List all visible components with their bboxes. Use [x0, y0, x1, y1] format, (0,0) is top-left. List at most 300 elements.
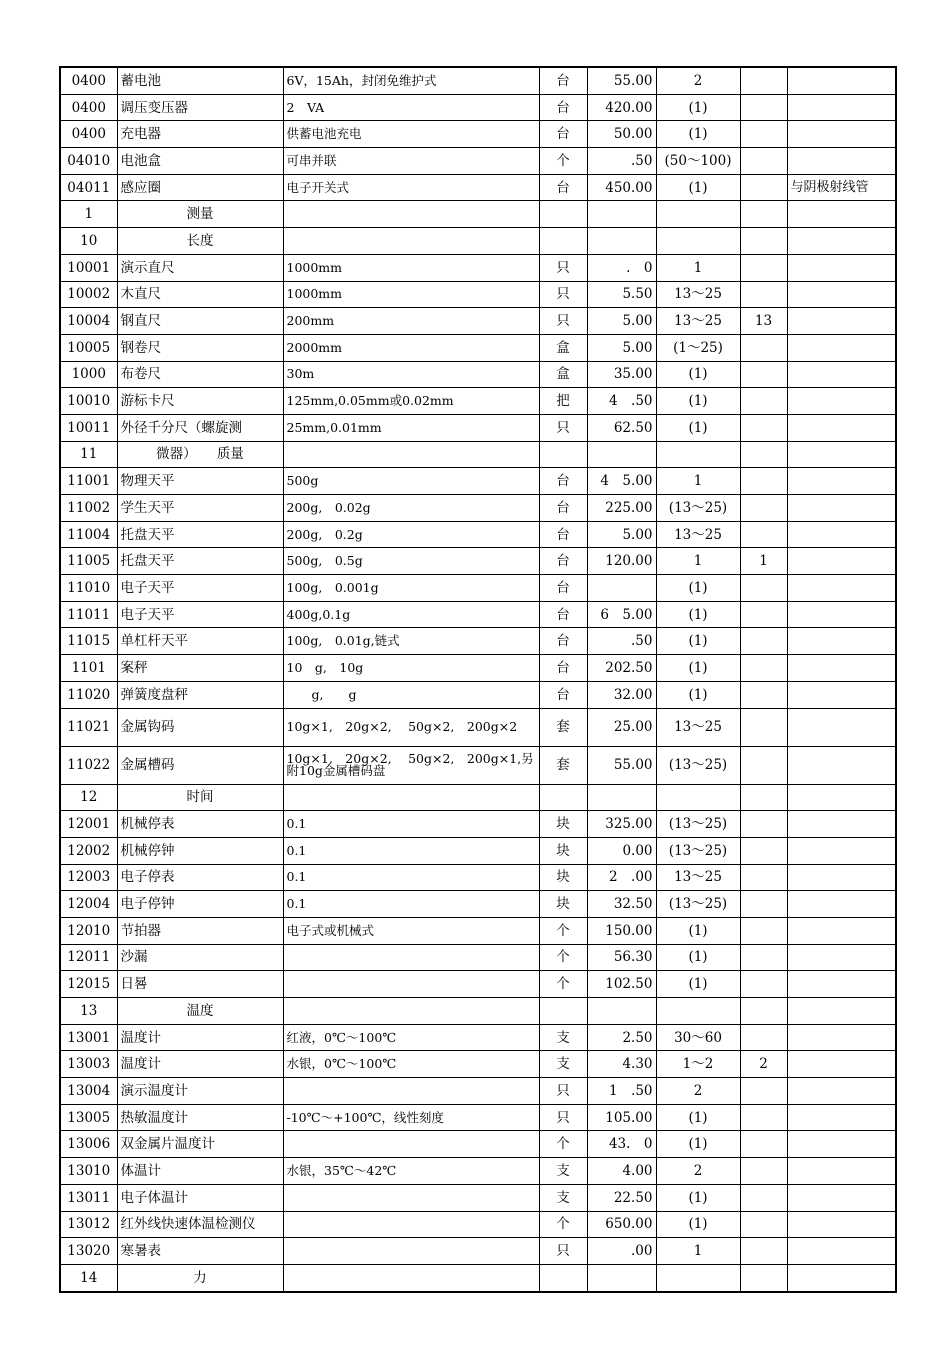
item-qty-cell: 1: [656, 254, 740, 281]
item-note-cell: [787, 811, 896, 838]
item-qty-cell: 2: [656, 1158, 740, 1185]
item-extra-cell: [740, 944, 787, 971]
item-name-cell: 测量: [117, 201, 283, 228]
item-note-cell: [787, 468, 896, 495]
item-name-cell: 案秤: [117, 655, 283, 682]
item-name-cell: 电子停表: [117, 864, 283, 891]
item-price-cell: 4 .50: [587, 388, 656, 415]
item-unit-cell: 盒: [539, 361, 587, 388]
item-note-cell: [787, 228, 896, 255]
item-name-cell: 电池盒: [117, 148, 283, 175]
item-code-cell: 1000: [60, 361, 117, 388]
item-price-cell: 22.50: [587, 1184, 656, 1211]
item-price-cell: 150.00: [587, 917, 656, 944]
item-spec-cell: 10 g, 10g: [283, 655, 539, 682]
table-row: [60, 468, 896, 495]
item-spec-cell: 可串并联: [283, 148, 539, 175]
item-note-cell: [787, 495, 896, 522]
item-extra-cell: [740, 1131, 787, 1158]
item-extra-cell: [740, 1158, 787, 1185]
item-name-cell: 金属槽码: [117, 746, 283, 784]
item-spec-cell: [283, 201, 539, 228]
item-price-cell: 55.00: [587, 746, 656, 784]
table-row: [60, 1184, 896, 1211]
item-qty-cell: 1: [656, 548, 740, 575]
item-extra-cell: [740, 784, 787, 811]
table-row: [60, 864, 896, 891]
item-name-cell: 温度计: [117, 1051, 283, 1078]
item-price-cell: 0.00: [587, 837, 656, 864]
item-unit-cell: [539, 998, 587, 1025]
item-name-cell: 寒暑表: [117, 1238, 283, 1265]
item-qty-cell: (1～25): [656, 334, 740, 361]
item-unit-cell: [539, 228, 587, 255]
item-unit-cell: 只: [539, 414, 587, 441]
item-extra-cell: [740, 1238, 787, 1265]
section-row: [60, 201, 896, 228]
table-row: [60, 1131, 896, 1158]
item-qty-cell: (1): [656, 414, 740, 441]
item-name-cell: 长度: [117, 228, 283, 255]
item-price-cell: 5.00: [587, 334, 656, 361]
item-extra-cell: [740, 228, 787, 255]
item-qty-cell: (1): [656, 1104, 740, 1131]
item-note-cell: [787, 1104, 896, 1131]
item-price-cell: 62.50: [587, 414, 656, 441]
item-price-cell: 105.00: [587, 1104, 656, 1131]
item-code-cell: 13012: [60, 1211, 117, 1238]
table-row: [60, 334, 896, 361]
item-name-cell: 温度计: [117, 1024, 283, 1051]
table-row: [60, 944, 896, 971]
item-unit-cell: 台: [539, 174, 587, 201]
item-unit-cell: 支: [539, 1024, 587, 1051]
item-code-cell: 10004: [60, 308, 117, 335]
item-code-cell: 13003: [60, 1051, 117, 1078]
item-qty-cell: (1): [656, 121, 740, 148]
item-name-cell: 钢卷尺: [117, 334, 283, 361]
item-qty-cell: 13～25: [656, 308, 740, 335]
item-qty-cell: 13～25: [656, 281, 740, 308]
item-extra-cell: [740, 201, 787, 228]
item-code-cell: 11: [60, 441, 117, 468]
item-extra-cell: [740, 468, 787, 495]
item-unit-cell: 盒: [539, 334, 587, 361]
item-unit-cell: 台: [539, 94, 587, 121]
item-price-cell: 650.00: [587, 1211, 656, 1238]
item-spec-cell: g, g: [283, 681, 539, 708]
item-code-cell: 13010: [60, 1158, 117, 1185]
item-qty-cell: 2: [656, 1078, 740, 1105]
item-spec-cell: [283, 1238, 539, 1265]
item-name-cell: 钢直尺: [117, 308, 283, 335]
item-price-cell: 2.50: [587, 1024, 656, 1051]
item-unit-cell: 台: [539, 495, 587, 522]
table-row: [60, 388, 896, 415]
item-extra-cell: [740, 1211, 787, 1238]
table-row: [60, 746, 896, 784]
item-qty-cell: (1): [656, 388, 740, 415]
item-spec-cell: 500g, 0.5g: [283, 548, 539, 575]
item-price-cell: 1 .50: [587, 1078, 656, 1105]
item-price-cell: 450.00: [587, 174, 656, 201]
item-extra-cell: [740, 917, 787, 944]
item-extra-cell: [740, 121, 787, 148]
item-code-cell: 13001: [60, 1024, 117, 1051]
item-code-cell: 1101: [60, 655, 117, 682]
item-name-cell: 电子天平: [117, 575, 283, 602]
item-price-cell: [587, 441, 656, 468]
item-qty-cell: (1): [656, 575, 740, 602]
item-spec-cell: [283, 1211, 539, 1238]
item-spec-cell: 1000mm: [283, 281, 539, 308]
item-extra-cell: [740, 174, 787, 201]
item-qty-cell: 1～2: [656, 1051, 740, 1078]
item-name-cell: 微器） 质量: [117, 441, 283, 468]
item-spec-cell: 0.1: [283, 837, 539, 864]
item-unit-cell: 台: [539, 121, 587, 148]
item-spec-cell: 500g: [283, 468, 539, 495]
item-extra-cell: [740, 681, 787, 708]
table-row: [60, 174, 896, 201]
item-extra-cell: [740, 601, 787, 628]
item-price-cell: 420.00: [587, 94, 656, 121]
item-unit-cell: [539, 784, 587, 811]
item-spec-cell: [283, 1131, 539, 1158]
item-code-cell: 04011: [60, 174, 117, 201]
item-unit-cell: 块: [539, 837, 587, 864]
item-spec-cell: 10g×1, 20g×2, 50g×2, 200g×1,另附10g金属槽码盘: [283, 746, 539, 784]
table-row: [60, 281, 896, 308]
item-code-cell: 0400: [60, 94, 117, 121]
item-spec-cell: 0.1: [283, 811, 539, 838]
item-name-cell: 学生天平: [117, 495, 283, 522]
item-name-cell: 游标卡尺: [117, 388, 283, 415]
item-price-cell: 5.00: [587, 521, 656, 548]
item-extra-cell: [740, 94, 787, 121]
item-name-cell: 体温计: [117, 1158, 283, 1185]
table-row: [60, 414, 896, 441]
item-code-cell: 10005: [60, 334, 117, 361]
item-extra-cell: [740, 495, 787, 522]
item-qty-cell: (1): [656, 1131, 740, 1158]
item-spec-cell: 400g,0.1g: [283, 601, 539, 628]
item-note-cell: [787, 281, 896, 308]
item-price-cell: 56.30: [587, 944, 656, 971]
item-extra-cell: [740, 1184, 787, 1211]
table-row: [60, 1051, 896, 1078]
item-unit-cell: 只: [539, 1238, 587, 1265]
item-name-cell: 调压变压器: [117, 94, 283, 121]
item-name-cell: 日晷: [117, 971, 283, 998]
item-note-cell: [787, 708, 896, 746]
item-price-cell: 4 5.00: [587, 468, 656, 495]
item-name-cell: 物理天平: [117, 468, 283, 495]
item-code-cell: 0400: [60, 121, 117, 148]
item-spec-cell: [283, 784, 539, 811]
item-code-cell: 11011: [60, 601, 117, 628]
item-code-cell: 13004: [60, 1078, 117, 1105]
item-qty-cell: (1): [656, 681, 740, 708]
item-qty-cell: (1): [656, 971, 740, 998]
item-qty-cell: (1): [656, 94, 740, 121]
item-spec-cell: 200g, 0.02g: [283, 495, 539, 522]
item-spec-cell: 水银，0℃～100℃: [283, 1051, 539, 1078]
item-extra-cell: [740, 971, 787, 998]
item-code-cell: 11022: [60, 746, 117, 784]
item-note-cell: [787, 308, 896, 335]
item-unit-cell: 块: [539, 811, 587, 838]
item-extra-cell: [740, 628, 787, 655]
item-spec-cell: [283, 1264, 539, 1291]
item-code-cell: 13020: [60, 1238, 117, 1265]
item-price-cell: 25.00: [587, 708, 656, 746]
item-name-cell: 电子停钟: [117, 891, 283, 918]
item-unit-cell: 只: [539, 281, 587, 308]
item-spec-cell: [283, 944, 539, 971]
item-spec-cell: 0.1: [283, 864, 539, 891]
item-qty-cell: (13～25): [656, 891, 740, 918]
item-qty-cell: [656, 201, 740, 228]
item-note-cell: [787, 388, 896, 415]
item-code-cell: 13011: [60, 1184, 117, 1211]
table-row: [60, 521, 896, 548]
item-extra-cell: [740, 388, 787, 415]
table-row: [60, 708, 896, 746]
item-price-cell: 202.50: [587, 655, 656, 682]
item-name-cell: 蓄电池: [117, 67, 283, 94]
item-note-cell: [787, 148, 896, 175]
item-spec-cell: [283, 228, 539, 255]
item-note-cell: [787, 681, 896, 708]
item-extra-cell: 1: [740, 548, 787, 575]
table-row: [60, 548, 896, 575]
item-note-cell: [787, 1024, 896, 1051]
item-code-cell: 14: [60, 1264, 117, 1291]
item-unit-cell: 只: [539, 254, 587, 281]
item-name-cell: 红外线快速体温检测仪: [117, 1211, 283, 1238]
section-row: [60, 441, 896, 468]
item-extra-cell: [740, 1264, 787, 1291]
item-extra-cell: 13: [740, 308, 787, 335]
item-unit-cell: 块: [539, 891, 587, 918]
item-spec-cell: [283, 1184, 539, 1211]
item-price-cell: [587, 201, 656, 228]
item-code-cell: 12015: [60, 971, 117, 998]
item-extra-cell: [740, 521, 787, 548]
item-spec-cell: 1000mm: [283, 254, 539, 281]
item-price-cell: 5.50: [587, 281, 656, 308]
item-name-cell: 感应圈: [117, 174, 283, 201]
item-note-cell: [787, 414, 896, 441]
item-qty-cell: 1: [656, 468, 740, 495]
item-spec-cell: 125mm,0.05mm或0.02mm: [283, 388, 539, 415]
item-spec-cell: 100g, 0.001g: [283, 575, 539, 602]
item-note-cell: [787, 944, 896, 971]
item-price-cell: [587, 228, 656, 255]
item-note-cell: [787, 784, 896, 811]
item-spec-cell: -10℃～+100℃，线性刻度: [283, 1104, 539, 1131]
table-row: [60, 1024, 896, 1051]
item-price-cell: 4.30: [587, 1051, 656, 1078]
table-row: [60, 67, 896, 94]
item-note-cell: [787, 1184, 896, 1211]
item-spec-cell: 电子式或机械式: [283, 917, 539, 944]
item-qty-cell: 2: [656, 67, 740, 94]
item-note-cell: [787, 837, 896, 864]
item-code-cell: 11002: [60, 495, 117, 522]
item-unit-cell: 台: [539, 601, 587, 628]
item-price-cell: . 0: [587, 254, 656, 281]
item-unit-cell: 只: [539, 1104, 587, 1131]
item-name-cell: 外径千分尺（螺旋测: [117, 414, 283, 441]
item-spec-cell: 10g×1, 20g×2, 50g×2, 200g×2: [283, 708, 539, 746]
item-name-cell: 电子体温计: [117, 1184, 283, 1211]
item-code-cell: 12004: [60, 891, 117, 918]
item-qty-cell: [656, 228, 740, 255]
item-unit-cell: 个: [539, 1211, 587, 1238]
item-extra-cell: [740, 891, 787, 918]
item-qty-cell: 1: [656, 1238, 740, 1265]
item-extra-cell: [740, 575, 787, 602]
item-code-cell: 10002: [60, 281, 117, 308]
item-note-cell: [787, 1238, 896, 1265]
item-price-cell: 43. 0: [587, 1131, 656, 1158]
item-unit-cell: 台: [539, 548, 587, 575]
item-code-cell: 10010: [60, 388, 117, 415]
item-price-cell: .50: [587, 148, 656, 175]
item-note-cell: [787, 121, 896, 148]
item-note-cell: [787, 864, 896, 891]
table-row: [60, 601, 896, 628]
item-extra-cell: [740, 441, 787, 468]
item-unit-cell: 套: [539, 708, 587, 746]
item-qty-cell: (50～100): [656, 148, 740, 175]
item-note-cell: 与阴极射线管: [787, 174, 896, 201]
item-note-cell: [787, 67, 896, 94]
item-price-cell: 120.00: [587, 548, 656, 575]
item-qty-cell: (13～25): [656, 811, 740, 838]
item-name-cell: 时间: [117, 784, 283, 811]
item-unit-cell: 个: [539, 971, 587, 998]
item-spec-cell: 供蓄电池充电: [283, 121, 539, 148]
item-name-cell: 电子天平: [117, 601, 283, 628]
table-row: [60, 628, 896, 655]
item-extra-cell: [740, 655, 787, 682]
item-spec-cell: 200mm: [283, 308, 539, 335]
item-note-cell: [787, 201, 896, 228]
item-unit-cell: 台: [539, 67, 587, 94]
item-spec-cell: [283, 971, 539, 998]
item-price-cell: 35.00: [587, 361, 656, 388]
item-note-cell: [787, 254, 896, 281]
table-row: [60, 1078, 896, 1105]
item-qty-cell: [656, 998, 740, 1025]
item-price-cell: 4.00: [587, 1158, 656, 1185]
item-note-cell: [787, 891, 896, 918]
item-qty-cell: [656, 784, 740, 811]
item-spec-cell: 红液，0℃～100℃: [283, 1024, 539, 1051]
item-unit-cell: 支: [539, 1184, 587, 1211]
table-row: [60, 837, 896, 864]
table-row: [60, 308, 896, 335]
section-row: [60, 998, 896, 1025]
table-body: [60, 67, 896, 1292]
item-extra-cell: [740, 254, 787, 281]
item-code-cell: 10011: [60, 414, 117, 441]
item-spec-cell: 100g, 0.01g,链式: [283, 628, 539, 655]
item-extra-cell: [740, 361, 787, 388]
item-code-cell: 12002: [60, 837, 117, 864]
item-code-cell: 11010: [60, 575, 117, 602]
item-unit-cell: [539, 201, 587, 228]
item-code-cell: 10: [60, 228, 117, 255]
item-note-cell: [787, 971, 896, 998]
item-qty-cell: (1): [656, 1184, 740, 1211]
item-name-cell: 节拍器: [117, 917, 283, 944]
table-row: [60, 121, 896, 148]
item-qty-cell: (1): [656, 1211, 740, 1238]
item-code-cell: 13006: [60, 1131, 117, 1158]
item-note-cell: [787, 94, 896, 121]
item-unit-cell: 只: [539, 308, 587, 335]
item-name-cell: 力: [117, 1264, 283, 1291]
item-code-cell: 12003: [60, 864, 117, 891]
item-code-cell: 12011: [60, 944, 117, 971]
item-name-cell: 机械停钟: [117, 837, 283, 864]
item-note-cell: [787, 628, 896, 655]
item-spec-cell: 水银，35℃～42℃: [283, 1158, 539, 1185]
item-note-cell: [787, 575, 896, 602]
item-unit-cell: 台: [539, 521, 587, 548]
item-qty-cell: (1): [656, 917, 740, 944]
item-note-cell: [787, 521, 896, 548]
item-extra-cell: [740, 1024, 787, 1051]
item-code-cell: 11001: [60, 468, 117, 495]
item-qty-cell: [656, 441, 740, 468]
item-name-cell: 双金属片温度计: [117, 1131, 283, 1158]
item-note-cell: [787, 441, 896, 468]
item-name-cell: 温度: [117, 998, 283, 1025]
item-qty-cell: 13～25: [656, 708, 740, 746]
item-spec-cell: 2 VA: [283, 94, 539, 121]
item-code-cell: 11005: [60, 548, 117, 575]
table-row: [60, 681, 896, 708]
item-name-cell: 弹簧度盘秤: [117, 681, 283, 708]
item-qty-cell: (1): [656, 628, 740, 655]
item-name-cell: 充电器: [117, 121, 283, 148]
item-price-cell: 325.00: [587, 811, 656, 838]
item-unit-cell: 台: [539, 628, 587, 655]
item-note-cell: [787, 1211, 896, 1238]
item-price-cell: 55.00: [587, 67, 656, 94]
item-unit-cell: 个: [539, 917, 587, 944]
table-row: [60, 811, 896, 838]
item-extra-cell: [740, 708, 787, 746]
item-note-cell: [787, 334, 896, 361]
item-spec-cell: [283, 998, 539, 1025]
item-code-cell: 10001: [60, 254, 117, 281]
item-unit-cell: 个: [539, 148, 587, 175]
item-code-cell: 13005: [60, 1104, 117, 1131]
item-spec-cell: [283, 1078, 539, 1105]
table-row: [60, 1104, 896, 1131]
item-note-cell: [787, 998, 896, 1025]
equipment-table: [59, 66, 897, 1293]
item-price-cell: .00: [587, 1238, 656, 1265]
item-name-cell: 机械停表: [117, 811, 283, 838]
table-row: [60, 1238, 896, 1265]
